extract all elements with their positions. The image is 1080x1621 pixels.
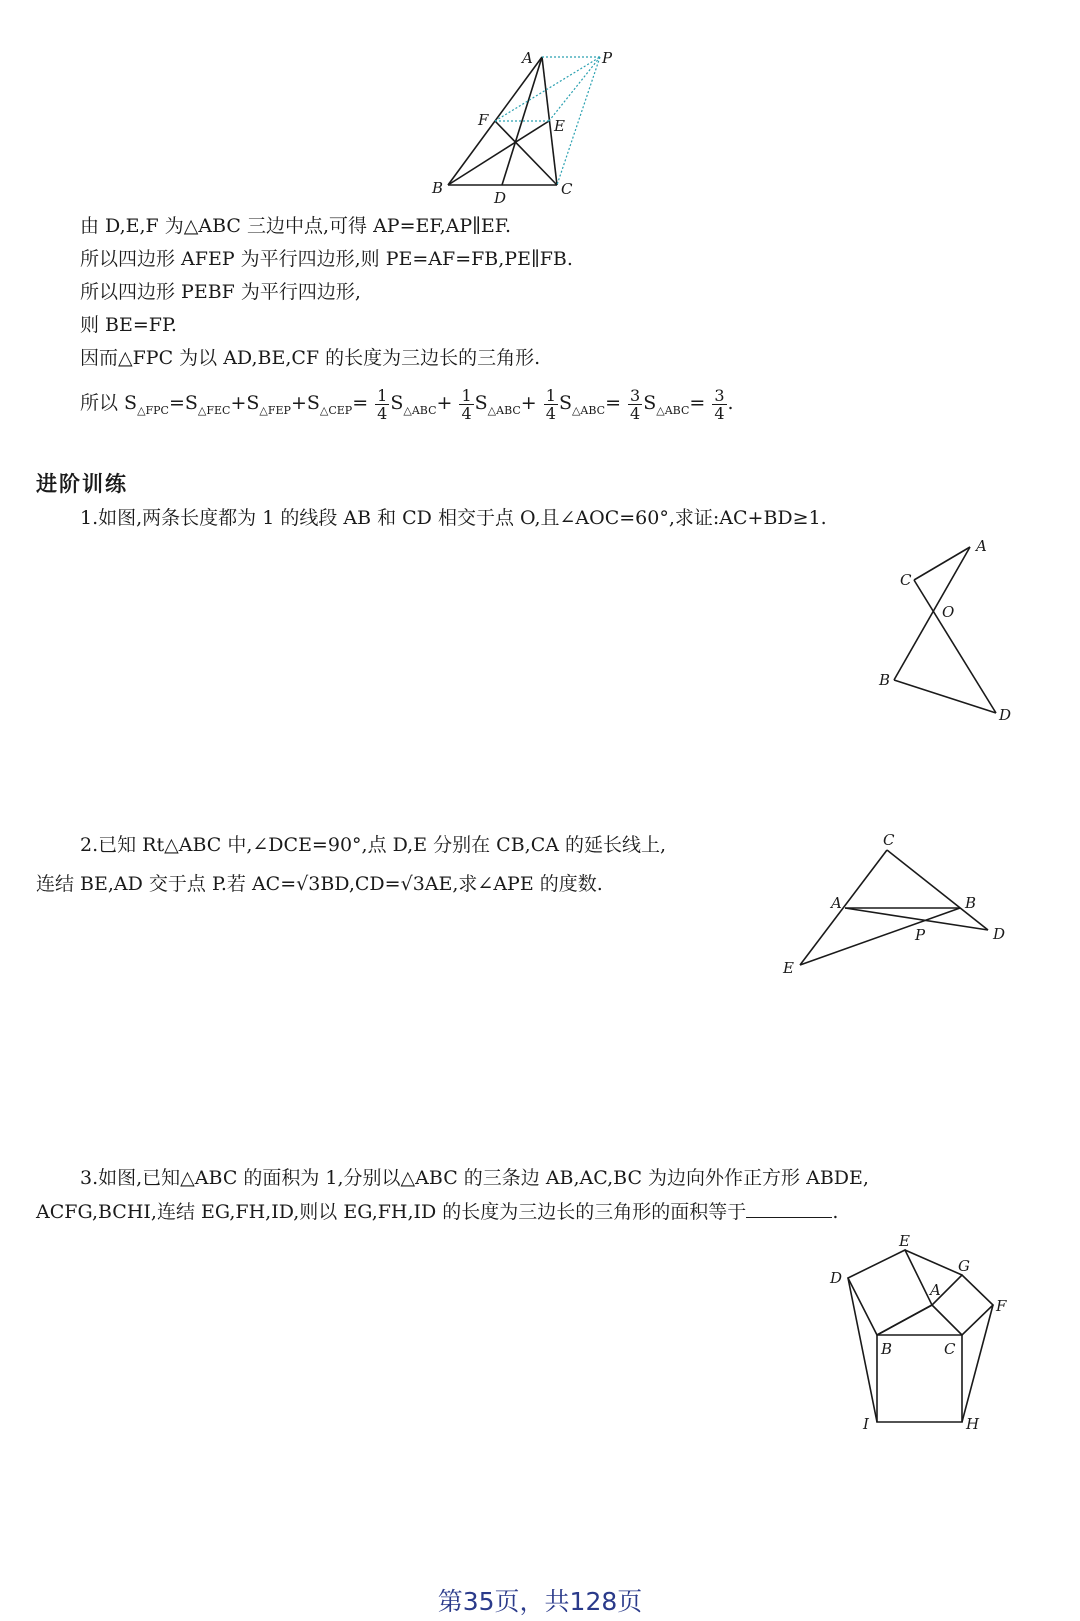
seg-BD — [894, 680, 996, 713]
proof-line-3: 所以四边形 PEBF 为平行四边形, — [80, 281, 361, 303]
seg-EB — [800, 908, 960, 965]
problem-1-text: 1.如图,两条长度都为 1 的线段 AB 和 CD 相交于点 O,且∠AOC=60°,求证:AC+BD≥1. — [80, 507, 827, 529]
problem-1-figure — [870, 535, 1030, 730]
seg-BE — [448, 121, 549, 185]
problem-3-line-2: ACFG,BCHI,连结 EG,FH,ID,则以 EG,FH,ID 的长度为三边长的三角形的面积等于 . — [36, 1201, 839, 1223]
label-A: A — [930, 1281, 941, 1299]
label-E: E — [783, 959, 794, 977]
proof-line-1: 由 D,E,F 为△ABC 三边中点,可得 AP=EF,AP∥EF. — [80, 215, 512, 237]
label-C: C — [883, 831, 895, 849]
proof-line-5: 因而△FPC 为以 AD,BE,CF 的长度为三边长的三角形. — [80, 347, 541, 369]
top-figure — [420, 45, 630, 210]
fraction: $\frac{3}{4}$ — [630, 385, 641, 423]
label-B: B — [432, 179, 444, 197]
label-F: F — [478, 111, 489, 129]
problem-2-figure — [775, 830, 1020, 980]
seg-BA — [877, 1305, 932, 1335]
label-D: D — [494, 189, 507, 207]
proof-line-6: 所以 $S_{\triangle FPC}=S_{\triangle FEC}+S_{\triangle FEP}+S_{\triangle CEP}=$ $\frac{1}{4}$ $S_{\triangle ABC}+$ $\frac{1}{4}$ $S_{\triangle ABC}+$ $\frac{1}{4}$ $S_{\triangle ABC}=$ $\frac{3}{4}$ $S_{\triangle ABC}=$ $\frac{3}{4}$ . — [80, 385, 734, 423]
label-B: B — [965, 894, 977, 912]
problem-3-line-1: 3.如图,已知△ABC 的面积为 1,分别以△ABC 的三条边 AB,AC,BC 为边向外作正方形 ABDE, — [80, 1167, 869, 1189]
label-C: C — [900, 571, 912, 589]
label-P: P — [915, 926, 926, 944]
seg-CD — [887, 850, 988, 930]
label-G: G — [958, 1257, 970, 1275]
label-A: A — [831, 894, 842, 912]
label-A: A — [522, 49, 533, 67]
problem-3-figure — [825, 1230, 1020, 1440]
label-A: A — [976, 537, 987, 555]
fraction: $\frac{3}{4}$ — [714, 385, 725, 423]
label-F: F — [996, 1297, 1007, 1315]
problem-2-line-2: 连结 BE,AD 交于点 P.若 AC=√3BD,CD=√3AE,求∠APE 的度数. — [36, 873, 603, 895]
page-footer: 第35页，共128页 — [437, 1587, 643, 1616]
fraction: $\frac{1}{4}$ — [377, 385, 388, 423]
fraction: $\frac{1}{4}$ — [461, 385, 472, 423]
label-I: I — [863, 1415, 869, 1433]
label-C: C — [561, 180, 573, 198]
seg-CD — [914, 580, 996, 713]
label-E: E — [899, 1232, 910, 1250]
section-title: 进阶训练 — [36, 472, 128, 496]
label-E: E — [554, 117, 565, 135]
seg-EP — [549, 57, 600, 121]
seg-FH — [962, 1305, 993, 1422]
label-H: H — [966, 1415, 980, 1433]
label-C: C — [944, 1340, 956, 1358]
seg-AB — [894, 547, 970, 680]
seg-EG — [905, 1250, 962, 1275]
answer-blank[interactable] — [746, 1199, 832, 1218]
square-ACFG — [932, 1275, 993, 1335]
label-D: D — [830, 1269, 843, 1287]
square-ABDE — [848, 1250, 932, 1335]
seg-AC — [914, 547, 970, 580]
label-O: O — [942, 603, 955, 621]
label-B: B — [881, 1340, 893, 1358]
proof-line-4: 则 BE=FP. — [80, 314, 177, 336]
label-P: P — [602, 49, 613, 67]
fraction: $\frac{1}{4}$ — [545, 385, 556, 423]
problem-2-line-1: 2.已知 Rt△ABC 中,∠DCE=90°,点 D,E 分别在 CB,CA 的延长线上, — [80, 834, 667, 856]
proof-line-2: 所以四边形 AFEP 为平行四边形,则 PE=AF=FB,PE∥FB. — [80, 248, 573, 270]
label-B: B — [879, 671, 891, 689]
label-D: D — [993, 925, 1006, 943]
seg-ID — [848, 1278, 877, 1422]
label-D: D — [999, 706, 1012, 724]
seg-FP — [495, 57, 600, 121]
